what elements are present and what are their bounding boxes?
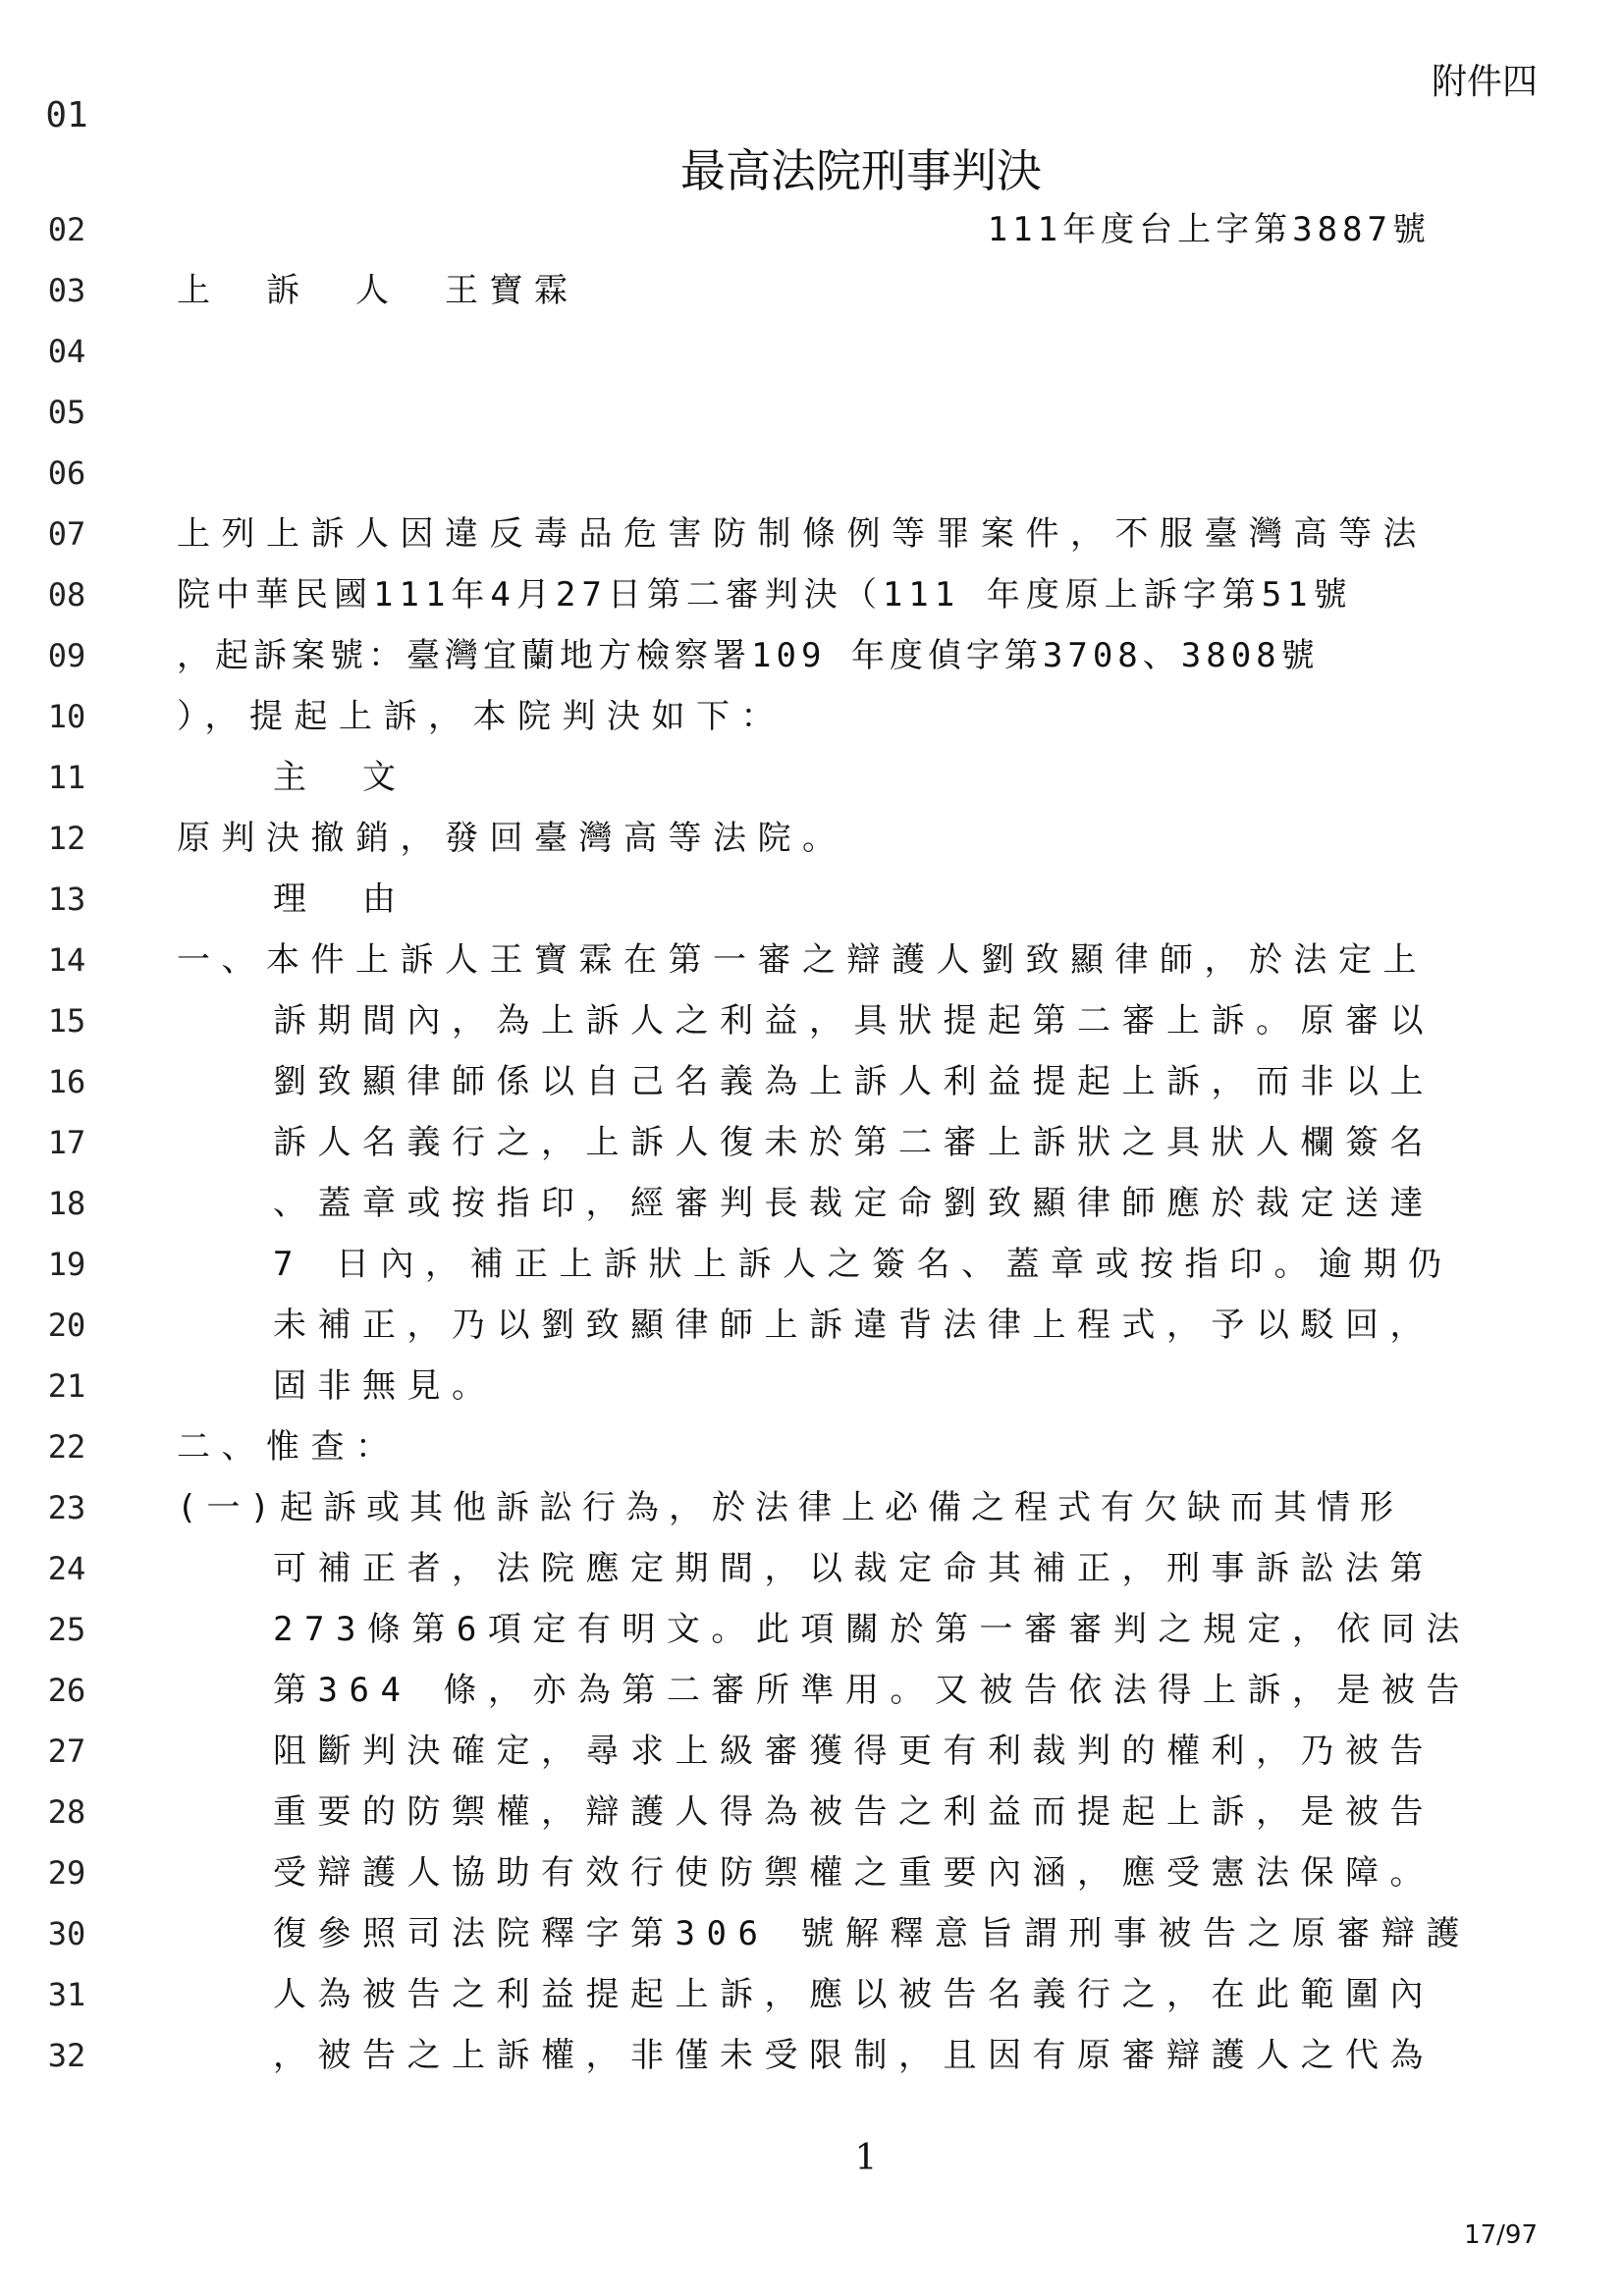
body-line: 7 日內，補正上訴狀上訴人之簽名、蓋章或按指印。逾期仍 (273, 1245, 1453, 1284)
body-line: 重要的防禦權，辯護人得為被告之利益而提起上訴，是被告 (273, 1792, 1435, 1832)
line-number: 30 (47, 1915, 86, 1952)
judgment-text: 原判決撤銷，發回臺灣高等法院。 (177, 819, 847, 858)
line-number: 31 (47, 1976, 86, 2013)
case-number: 111年度台上字第3887號 (987, 210, 1431, 249)
body-line: 上列上訴人因違反毒品危害防制條例等罪案件，不服臺灣高等法 (177, 514, 1428, 554)
line-number: 13 (47, 881, 86, 918)
body-line: 273條第6項定有明文。此項關於第一審審判之規定，依同法 (273, 1610, 1471, 1649)
line-number: 24 (47, 1550, 86, 1587)
body-line: 受辯護人協助有效行使防禦權之重要內涵，應受憲法保障。 (273, 1853, 1435, 1893)
section-heading-main: 主 文 (273, 758, 407, 797)
page-number: 1 (854, 2138, 878, 2178)
body-line: 、蓋章或按指印，經審判長裁定命劉致顯律師應於裁定送達 (273, 1184, 1435, 1223)
line-number: 15 (47, 1002, 86, 1040)
line-number: 07 (47, 515, 86, 553)
line-number: 21 (47, 1367, 86, 1405)
body-line: 一、本件上訴人王寶霖在第一審之辯護人劉致顯律師，於法定上 (177, 940, 1428, 980)
body-line: 可補正者，法院應定期間，以裁定命其補正，刑事訴訟法第 (273, 1549, 1435, 1588)
line-number: 18 (47, 1185, 86, 1222)
line-number: 29 (47, 1854, 86, 1892)
body-line: 院中華民國111年4月27日第二審判決（111 年度原上訴字第51號 (177, 575, 1353, 614)
body-line: 二、惟查： (177, 1427, 401, 1467)
line-number: 28 (47, 1793, 86, 1831)
line-number: 16 (47, 1063, 86, 1100)
appellant-line: 上 訴 人 王寶霖 (177, 271, 579, 310)
body-line: ，起訴案號：臺灣宜蘭地方檢察署109 年度偵字第3708、3808號 (177, 636, 1320, 675)
line-number: 04 (47, 333, 86, 370)
section-heading-reasons: 理 由 (273, 880, 407, 919)
body-line: 未補正，乃以劉致顯律師上訴違背法律上程式，予以駁回， (273, 1306, 1435, 1345)
body-line: 訴期間內，為上訴人之利益，具狀提起第二審上訴。原審以 (273, 1001, 1435, 1041)
body-line: 訴人名義行之，上訴人復未於第二審上訴狀之具狀人欄簽名 (273, 1123, 1435, 1162)
line-number: 32 (47, 2037, 86, 2074)
line-number: 05 (47, 394, 86, 431)
line-number: 03 (47, 272, 86, 309)
line-number: 11 (47, 759, 86, 796)
body-line: 阻斷判決確定，尋求上級審獲得更有利裁判的權利，乃被告 (273, 1732, 1435, 1771)
attachment-label: 附件四 (1431, 62, 1538, 102)
line-number: 27 (47, 1733, 86, 1770)
line-number: 10 (47, 698, 86, 735)
line-number: 01 (45, 95, 88, 135)
body-line: ），提起上訴，本院判決如下： (177, 697, 785, 736)
line-number: 08 (47, 576, 86, 614)
line-number: 26 (47, 1672, 86, 1709)
line-number: 25 (47, 1611, 86, 1648)
body-line: (一)起訴或其他訴訟行為，於法律上必備之程式有欠缺而其情形 (177, 1488, 1403, 1527)
body-line: ，被告之上訴權，非僅未受限制，且因有原審辯護人之代為 (273, 2036, 1435, 2075)
document-title: 最高法院刑事判決 (680, 144, 1042, 197)
line-number: 22 (47, 1428, 86, 1466)
body-line: 第364 條，亦為第二審所準用。又被告依法得上訴，是被告 (273, 1671, 1471, 1710)
body-line: 復參照司法院釋字第306 號解釋意旨謂刑事被告之原審辯護 (273, 1914, 1471, 1953)
page-counter: 17/97 (1464, 2220, 1538, 2250)
line-number: 20 (47, 1307, 86, 1344)
body-line: 固非無見。 (273, 1366, 497, 1406)
body-line: 劉致顯律師係以自己名義為上訴人利益提起上訴，而非以上 (273, 1062, 1435, 1101)
line-number: 12 (47, 820, 86, 857)
line-number: 02 (47, 211, 86, 248)
line-number: 17 (47, 1124, 86, 1161)
body-line: 人為被告之利益提起上訴，應以被告名義行之，在此範圍內 (273, 1975, 1435, 2014)
line-number: 19 (47, 1246, 86, 1283)
line-number: 14 (47, 941, 86, 979)
line-number: 06 (47, 454, 86, 492)
line-number: 09 (47, 637, 86, 674)
line-number: 23 (47, 1489, 86, 1526)
